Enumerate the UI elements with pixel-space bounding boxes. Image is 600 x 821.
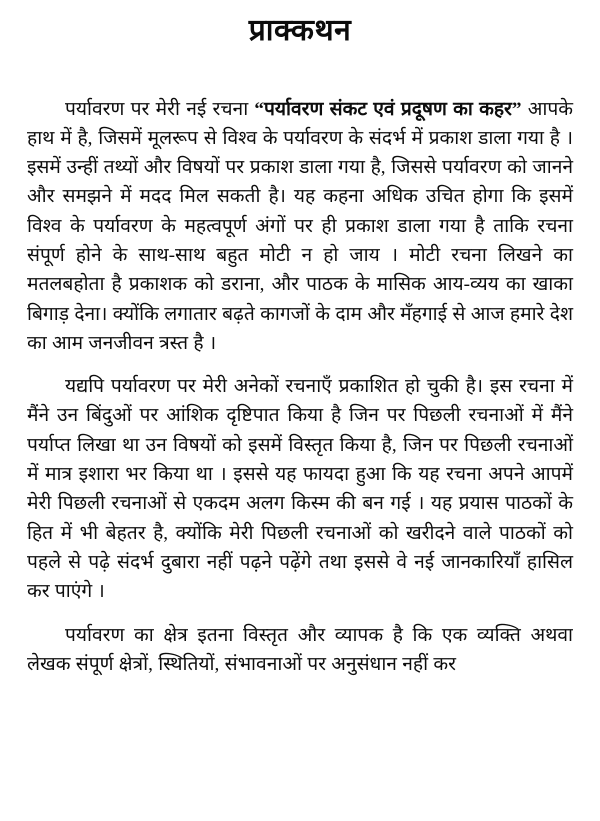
paragraph-3 bbox=[27, 621, 573, 680]
text-run: पर्यावरण पर मेरी नई रचना bbox=[65, 98, 255, 120]
paragraph-1 bbox=[27, 95, 573, 359]
bold-text-run: “पर्यावरण संकट एवं प्रदूषण का कहर” bbox=[254, 98, 522, 120]
document-body bbox=[0, 95, 600, 680]
text-run: यद्यपि पर्यावरण पर मेरी अनेकों रचनाएँ प्रकाशित हो चुकी है। इस रचना में मैंने उन बिंदुओं पर आंशिक दृष्टिपात किया है जिन पर पिछली रचनाओं में मैंने पर्याप्त लिखा था उन विषयों को इसमें विस्तृत किया है, जिन पर पिछली रचनाओं में मात्र इशारा भर किया था । इससे यह फायदा हुआ कि यह रचना अपने आपमें मेरी पिछली रचनाओं से एकदम अलग किस्म की बन गई । यह प्रयास पाठकों के हित में भी बेहतर है, क्योंकि मेरी पिछली रचनाओं को खरीदने वाले पाठकों को पहले से पढ़े संदर्भ दुबारा नहीं पढ़ने पढ़ेंगे तथा इससे वे नई जानकारियाँ हासिल कर पाएंगे । bbox=[27, 376, 573, 603]
text-run: पर्यावरण का क्षेत्र इतना विस्तृत और व्यापक है कि एक व्यक्ति अथवा लेखक संपूर्ण क्षेत्रों, स्थितियों, संभावनाओं पर अनुसंधान नहीं कर bbox=[27, 624, 573, 675]
page-title: प्राक्कथन bbox=[248, 14, 352, 47]
paragraph-2 bbox=[27, 372, 573, 606]
text-run: आपके हाथ में है, जिसमें मूलरूप से विश्व के पर्यावरण के संदर्भ में प्रकाश डाला गया है । इसमें उन्हीं तथ्यों और विषयों पर प्रकाश डाला गया है, जिससे पर्यावरण को जानने और समझने में मदद मिल सकती है। यह कहना अधिक उचित होगा कि इसमें विश्व के पर्यावरण के महत्वपूर्ण अंगों पर ही प्रकाश डाला गया है ताकि रचना संपूर्ण होने के साथ-साथ बहुत मोटी न हो जाय । मोटी रचना लिखने का मतलबहोता है प्रकाशक को डराना, और पाठक के मासिक आय-व्यय का खाका बिगाड़ देना। क्योंकि लगातार बढ़ते कागजों के दाम और मँहगाई से आज हमारे देश का आम जनजीवन त्रस्त है । bbox=[27, 98, 573, 354]
